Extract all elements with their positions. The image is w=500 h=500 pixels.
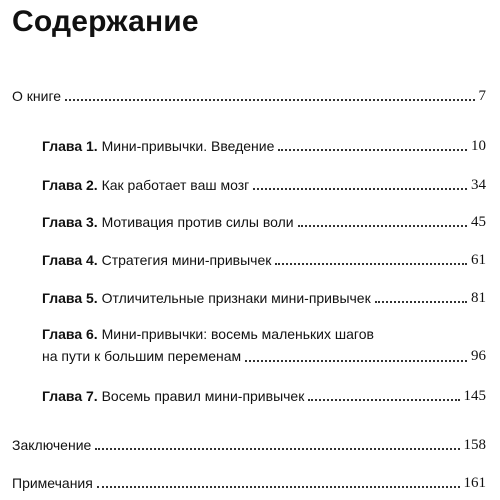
toc-page-number: 145: [463, 388, 486, 404]
dot-leader: [308, 399, 459, 401]
page-title: Содержание: [12, 5, 199, 38]
toc-page-number: 45: [471, 214, 486, 230]
toc-entry-chapter-7[interactable]: [42, 386, 486, 406]
toc-entry-label: О книге: [12, 88, 62, 104]
dot-leader: [95, 448, 459, 450]
chapter-title: Мотивация против силы воли: [101, 214, 294, 230]
dot-leader: [275, 263, 467, 265]
chapter-number: Глава 3.: [42, 214, 98, 230]
chapter-number: Глава 7.: [42, 388, 98, 404]
dot-leader: [375, 301, 467, 303]
toc-entry-label: Заключение: [12, 437, 92, 453]
chapter-title: Восемь правил мини-привычек: [101, 388, 305, 404]
toc-entry-chapter-3[interactable]: [42, 212, 486, 232]
toc-page-number: 10: [471, 138, 486, 154]
toc-entry-chapter-5[interactable]: [42, 288, 486, 308]
dot-leader: [278, 149, 467, 151]
chapter-title-line-1: Мини-привычки: восемь маленьких шагов: [101, 326, 374, 342]
toc-entry-chapter-2[interactable]: [42, 175, 486, 195]
chapter-number: Глава 6.: [42, 326, 98, 342]
toc-entry-about[interactable]: [12, 86, 486, 106]
dot-leader: [298, 225, 467, 227]
dot-leader: [65, 99, 474, 101]
toc-entry-conclusion[interactable]: [12, 435, 486, 455]
chapter-title: Отличительные признаки мини-привычек: [101, 290, 371, 306]
toc-entry-chapter-4[interactable]: [42, 250, 486, 270]
dot-leader: [245, 360, 467, 362]
chapter-title-line-2: на пути к большим переменам: [42, 348, 242, 364]
toc-page-number: 161: [463, 475, 486, 491]
chapter-title: Стратегия мини-привычек: [101, 252, 272, 268]
toc-entry-notes[interactable]: [12, 473, 486, 493]
chapter-number: Глава 2.: [42, 177, 98, 193]
toc-page-number: 61: [471, 252, 486, 268]
dot-leader: [253, 188, 467, 190]
dot-leader: [97, 486, 460, 488]
toc-entry-chapter-6[interactable]: [42, 323, 486, 367]
chapter-number: Глава 1.: [42, 138, 98, 154]
toc-page-number: 34: [471, 177, 486, 193]
toc-page-number: 158: [463, 437, 486, 453]
chapter-number: Глава 4.: [42, 252, 98, 268]
chapter-title: Как работает ваш мозг: [101, 177, 250, 193]
chapter-number: Глава 5.: [42, 290, 98, 306]
toc-entry-label: Примечания: [12, 475, 93, 491]
chapter-title: Мини-привычки. Введение: [101, 138, 275, 154]
toc-page-number: 96: [471, 348, 486, 364]
toc-page-number: 7: [478, 88, 486, 104]
toc-entry-chapter-1[interactable]: [42, 136, 486, 156]
toc-page-number: 81: [471, 290, 486, 306]
